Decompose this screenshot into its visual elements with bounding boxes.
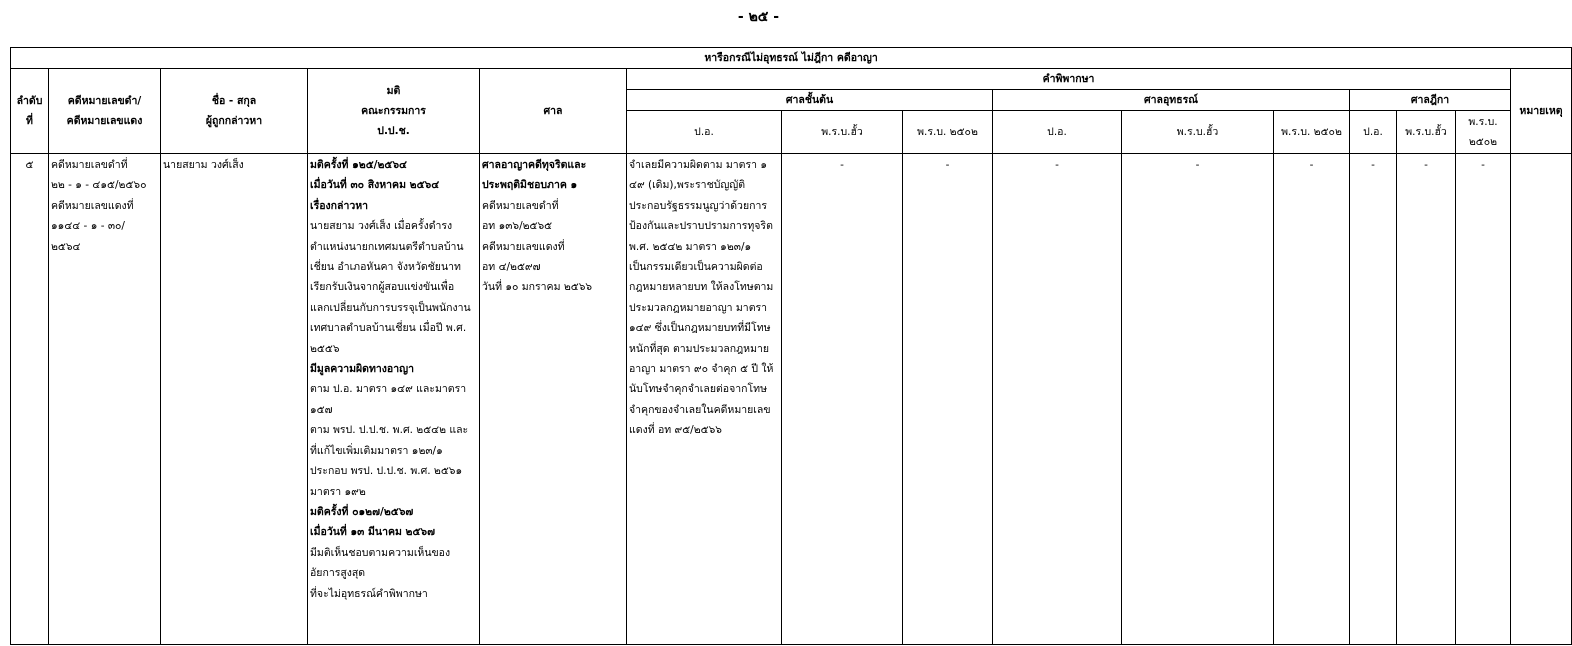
row-first-prb-hua: - <box>782 154 903 645</box>
header-appeal-prb-2502: พ.ร.บ. ๒๕๐๒ <box>1274 111 1350 154</box>
header-seq: ลำดับ ที่ <box>11 69 49 154</box>
header-first-instance: ศาลชั้นต้น <box>627 90 993 111</box>
header-first-po: ป.อ. <box>627 111 782 154</box>
header-first-prb-2502: พ.ร.บ. ๒๕๐๒ <box>903 111 993 154</box>
row-supreme-prb-2502: - <box>1456 154 1511 645</box>
row-appeal-prb-2502: - <box>1274 154 1350 645</box>
row-first-prb-2502: - <box>903 154 993 645</box>
row-seq: ๕ <box>11 154 49 645</box>
header-supreme-prb-2502: พ.ร.บ. ๒๕๐๒ <box>1456 111 1511 154</box>
header-first-prb-hua: พ.ร.บ.ฮั้ว <box>782 111 903 154</box>
row-appeal-po: - <box>993 154 1122 645</box>
header-appeal-prb-hua: พ.ร.บ.ฮั้ว <box>1122 111 1274 154</box>
header-supreme: ศาลฎีกา <box>1350 90 1511 111</box>
row-first-instance-po: จำเลยมีความผิดตาม มาตรา ๑ ๔๙ (เดิม),พระราชบัญญัติ ประกอบรัฐธรรมนูญว่าด้วยการ ป้องกันและปราบปรามการทุจริต พ.ศ. ๒๕๔๒ มาตรา ๑๒๓/๑ เป็นกรรมเดียวเป็นความผิดต่อ กฎหมายหลายบท ให้ลงโทษตาม ประมวลกฎหมายอาญา มาตรา ๑๔๙ ซึ่งเป็นกฎหมายบทที่มีโทษ หนักที่สุด ตามประมวลกฎหมาย อาญา มาตรา ๙๐ จำคุก ๕ ปี ให้ นับโทษจำคุกจำเลยต่อจากโทษ จำคุกของจำเลยในคดีหมายเลข แดงที่ อท ๙๕/๒๕๖๖ <box>627 154 782 645</box>
row-court: ศาลอาญาคดีทุจริตและ ประพฤติมิชอบภาค ๑ คดีหมายเลขดำที่ อท ๑๓๖/๒๕๖๕ คดีหมายเลขแดงที่ อท ๔/๒๕๙๗ วันที่ ๑๐ มกราคม ๒๕๖๖ <box>480 154 627 645</box>
row-accused-name: นายสยาม วงศ์เส็ง <box>161 154 308 645</box>
header-case-no: คดีหมายเลขดำ/ คดีหมายเลขแดง <box>49 69 161 154</box>
header-supreme-prb-hua: พ.ร.บ.ฮั้ว <box>1397 111 1456 154</box>
header-remark: หมายเหตุ <box>1511 69 1572 154</box>
row-remark <box>1511 154 1572 645</box>
header-resolution: มติ คณะกรรมการ ป.ป.ช. <box>308 69 480 154</box>
row-resolution: มติครั้งที่ ๑๒๕/๒๕๖๔ เมื่อวันที่ ๓๐ สิงหาคม ๒๕๖๔ เรื่องกล่าวหา นายสยาม วงศ์เส็ง เมื่อครั้งดำรง ตำแหน่งนายกเทศมนตรีตำบลบ้าน เชี่ยน อำเภอหันคา จังหวัดชัยนาท เรียกรับเงินจากผู้สอบแข่งขันเพื่อ แลกเปลี่ยนกับการบรรจุเป็นพนักงาน เทศบาลตำบลบ้านเชี่ยน เมื่อปี พ.ศ. ๒๕๕๖ มีมูลความผิดทางอาญา ตาม ป.อ. มาตรา ๑๔๙ และมาตรา ๑๕๗ ตาม พรป. ป.ป.ช. พ.ศ. ๒๕๔๒ และ ที่แก้ไขเพิ่มเติมมาตรา ๑๒๓/๑ ประกอบ พรป. ป.ป.ช. พ.ศ. ๒๕๖๑ มาตรา ๑๙๒ มติครั้งที่ ๐๑๒๗/๒๕๖๗ เมื่อวันที่ ๑๓ มีนาคม ๒๕๖๗ มีมติเห็นชอบตามความเห็นของ อัยการสูงสุด ที่จะไม่อุทธรณ์คำพิพากษา <box>308 154 480 645</box>
header-court: ศาล <box>480 69 627 154</box>
row-supreme-po: - <box>1350 154 1397 645</box>
case-table <box>10 47 1572 645</box>
section-title: หารือกรณีไม่อุทธรณ์ ไม่ฎีกา คดีอาญา <box>11 48 1572 69</box>
table-row <box>11 154 1572 645</box>
row-supreme-prb-hua: - <box>1397 154 1456 645</box>
header-supreme-po: ป.อ. <box>1350 111 1397 154</box>
header-judgment: คำพิพากษา <box>627 69 1511 90</box>
row-case-no: คดีหมายเลขดำที่ ๒๒ - ๑ - ๔๑๕/๒๕๖๐ คดีหมายเลขแดงที่ ๑๑๔๔ - ๑ - ๓๐/ ๒๕๖๔ <box>49 154 161 645</box>
header-appeal-po: ป.อ. <box>993 111 1122 154</box>
header-name: ชื่อ - สกุล ผู้ถูกกล่าวหา <box>161 69 308 154</box>
row-appeal-prb-hua: - <box>1122 154 1274 645</box>
header-appeal: ศาลอุทธรณ์ <box>993 90 1350 111</box>
page-number: - ๒๕ - <box>737 9 780 25</box>
